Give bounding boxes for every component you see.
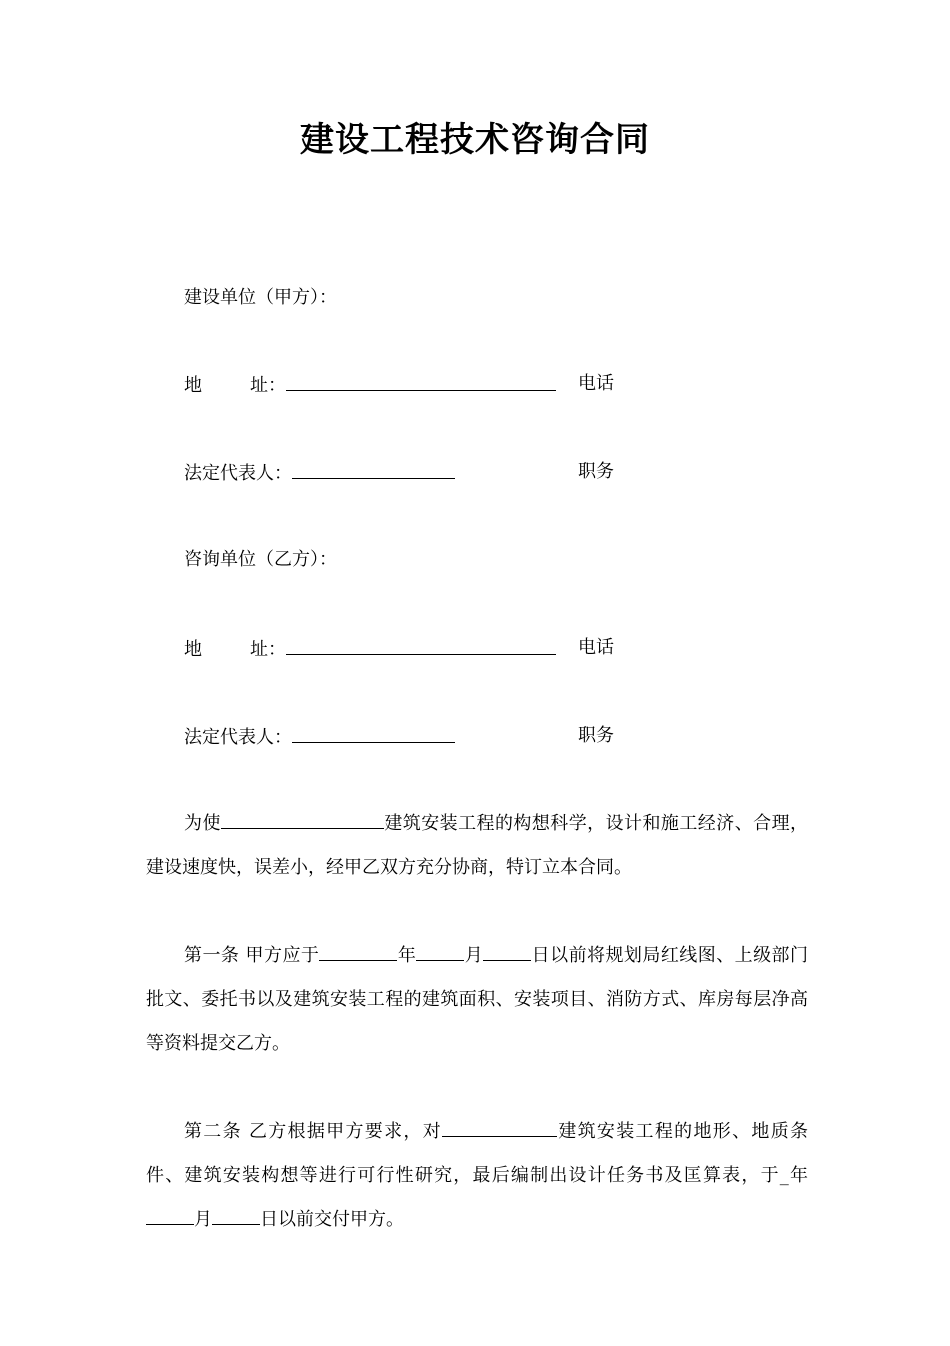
article-1-year-blank[interactable] — [319, 942, 397, 961]
article-2-day-blank[interactable] — [212, 1206, 260, 1225]
article-1-month-blank[interactable] — [416, 942, 464, 961]
article-2-text-middle: 建筑安装工程的地形、地质条件、建筑安装构想等进行可行性研究，最后编制出设计任务书及匡算表，于_ — [146, 1121, 808, 1186]
party-a-rep-row — [184, 460, 455, 486]
article-2-text-end: 日以前交付甲方。 — [260, 1209, 404, 1230]
article-2-paragraph — [146, 1110, 808, 1242]
article-2-month-blank[interactable] — [146, 1206, 194, 1225]
party-b-heading: 咨询单位（乙方）： — [184, 549, 337, 570]
party-b-position-label: 职务 — [578, 725, 614, 746]
party-b-phone-label: 电话 — [578, 637, 614, 658]
article-1-text-start: 第一条 甲方应于 — [184, 945, 320, 966]
project-name-blank[interactable] — [221, 810, 384, 829]
party-a-heading: 建设单位（甲方）： — [184, 287, 337, 308]
party-a-phone-label: 电话 — [578, 373, 614, 394]
party-a-address-row — [184, 372, 556, 398]
address-label-char-2: 址： — [250, 639, 286, 660]
article-2-text-start: 第二条 乙方根据甲方要求，对 — [184, 1121, 443, 1142]
address-label-char-1: 地 — [184, 375, 202, 396]
intro-paragraph — [146, 802, 808, 890]
party-a-rep-blank[interactable] — [292, 460, 455, 479]
article-1-year-label: 年 — [397, 945, 417, 966]
article-1-day-blank[interactable] — [483, 942, 531, 961]
article-2-project-blank[interactable] — [442, 1118, 557, 1137]
address-label-char-1: 地 — [184, 639, 202, 660]
party-b-rep-blank[interactable] — [292, 724, 455, 743]
article-2-month-label: 月 — [194, 1209, 212, 1230]
article-2-year-label: 年 — [788, 1165, 809, 1186]
intro-text-end: 建筑安装工程的构想科学，设计和施工经济、合理，建设速度快，误差小，经甲乙双方充分协商，特订立本合同。 — [146, 813, 809, 878]
article-1-paragraph — [146, 934, 808, 1066]
address-label-char-2: 址： — [250, 375, 286, 396]
party-b-address-row — [184, 636, 556, 662]
document-title: 建设工程技术咨询合同 — [300, 120, 650, 160]
rep-label: 法定代表人： — [184, 727, 292, 748]
party-b-address-blank[interactable] — [286, 636, 556, 655]
party-b-rep-row — [184, 724, 455, 750]
party-a-position-label: 职务 — [578, 461, 614, 482]
intro-text-start: 为使 — [184, 813, 221, 834]
article-1-month-label: 月 — [464, 945, 484, 966]
rep-label: 法定代表人： — [184, 463, 292, 484]
article-1-text-end: 日以前将规划局红线图、上级部门批文、委托书以及建筑安装工程的建筑面积、安装项目、消防方式、库房每层净高等资料提交乙方。 — [146, 945, 809, 1054]
party-a-address-blank[interactable] — [286, 372, 556, 391]
